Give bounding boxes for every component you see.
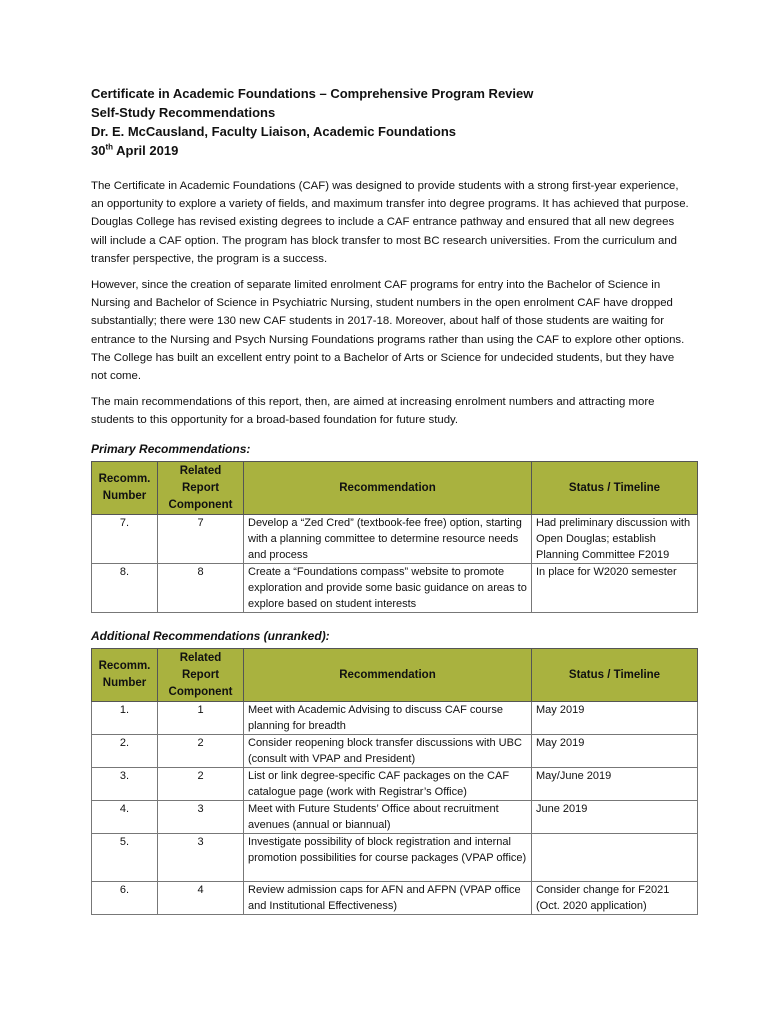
- recommendation-text: Develop a “Zed Cred” (textbook-fee free) option, starting with a planning committee to determine resource needs and process: [244, 515, 532, 564]
- table-row: [92, 702, 698, 735]
- recomm-number: 6.: [92, 882, 158, 915]
- status-timeline: June 2019: [532, 801, 698, 834]
- col-header-number: Recomm. Number: [92, 462, 158, 515]
- recommendation-text: List or link degree-specific CAF packages on the CAF catalogue page (work with Registrar’s Office): [244, 768, 532, 801]
- recommendation-text: Create a “Foundations compass” website to promote exploration and provide some basic guidance on areas to explore based on student interests: [244, 564, 532, 613]
- additional-recommendations-table: [91, 648, 698, 915]
- table-row: [92, 564, 698, 613]
- document-subtitle: Self-Study Recommendations: [91, 105, 276, 120]
- col-header-recommendation: Recommendation: [244, 462, 532, 515]
- col-header-recommendation: Recommendation: [244, 649, 532, 702]
- recommendation-text: Meet with Future Students’ Office about recruitment avenues (annual or biannual): [244, 801, 532, 834]
- report-component: 7: [158, 515, 244, 564]
- primary-section-title: Primary Recommendations:: [91, 442, 251, 456]
- document-date: [91, 141, 691, 160]
- table-header-row: [92, 462, 698, 515]
- status-timeline: May 2019: [532, 735, 698, 768]
- report-component: 1: [158, 702, 244, 735]
- recomm-number: 7.: [92, 515, 158, 564]
- document-title: Certificate in Academic Foundations – Comprehensive Program Review: [91, 86, 534, 101]
- intro-paragraph: The Certificate in Academic Foundations (CAF) was designed to provide students with a strong first-year experience, an opportunity to explore a variety of fields, and maximum transfer into degree programs. It has achieved that purpose. Douglas College has revised existing degrees to include a CAF entrance pathway and ensured that all new degrees will include a CAF option. The program has block transfer to most BC research universities. From the curriculum and transfer perspective, the program is a success.: [91, 180, 689, 265]
- summary-paragraph: The main recommendations of this report, then, are aimed at increasing enrolment numbers and attracting more students to this opportunity for a broad-based foundation for future study.: [91, 396, 655, 427]
- status-timeline: In place for W2020 semester: [532, 564, 698, 613]
- table-row: [92, 834, 698, 882]
- table-row: [92, 882, 698, 915]
- report-component: 8: [158, 564, 244, 613]
- recomm-number: 2.: [92, 735, 158, 768]
- table-row: [92, 515, 698, 564]
- date-rest: April 2019: [113, 143, 179, 158]
- date-day: 30: [91, 143, 106, 158]
- recommendation-text: Consider reopening block transfer discussions with UBC (consult with VPAP and President): [244, 735, 532, 768]
- date-suffix: th: [105, 142, 114, 152]
- primary-recommendations-table: [91, 461, 698, 613]
- col-header-number: Recomm. Number: [92, 649, 158, 702]
- additional-section-title: Additional Recommendations (unranked):: [91, 629, 330, 643]
- document-header: [91, 84, 691, 160]
- report-component: 3: [158, 834, 244, 882]
- recomm-number: 5.: [92, 834, 158, 882]
- col-header-status: Status / Timeline: [532, 649, 698, 702]
- recomm-number: 1.: [92, 702, 158, 735]
- status-timeline: [532, 834, 698, 882]
- recomm-number: 4.: [92, 801, 158, 834]
- recomm-number: 3.: [92, 768, 158, 801]
- table-header-row: [92, 649, 698, 702]
- status-timeline: May 2019: [532, 702, 698, 735]
- recomm-number: 8.: [92, 564, 158, 613]
- status-timeline: Had preliminary discussion with Open Douglas; establish Planning Committee F2019: [532, 515, 698, 564]
- col-header-component: Related Report Component: [158, 462, 244, 515]
- recommendation-text: Review admission caps for AFN and AFPN (VPAP office and Institutional Effectiveness): [244, 882, 532, 915]
- status-timeline: Consider change for F2021 (Oct. 2020 application): [532, 882, 698, 915]
- report-component: 3: [158, 801, 244, 834]
- status-timeline: May/June 2019: [532, 768, 698, 801]
- document-author: Dr. E. McCausland, Faculty Liaison, Academic Foundations: [91, 124, 457, 139]
- report-component: 2: [158, 768, 244, 801]
- col-header-status: Status / Timeline: [532, 462, 698, 515]
- col-header-component: Related Report Component: [158, 649, 244, 702]
- table-row: [92, 735, 698, 768]
- report-component: 4: [158, 882, 244, 915]
- recommendation-text: Meet with Academic Advising to discuss CAF course planning for breadth: [244, 702, 532, 735]
- recommendation-text: Investigate possibility of block registration and internal promotion possibilities for course packages (VPAP office): [244, 834, 532, 882]
- report-component: 2: [158, 735, 244, 768]
- table-row: [92, 801, 698, 834]
- enrolment-paragraph: However, since the creation of separate limited enrolment CAF programs for entry into the Bachelor of Science in Nursing and Bachelor of Science in Psychiatric Nursing, student numbers in the open enrolment CAF have dropped substantially; there were 130 new CAF students in 2017-18. Moreover, about half of those students are waiting for entrance to the Nursing and Psych Nursing Foundations programs rather than using the CAF to explore other options. The College has built an excellent entry point to a Bachelor of Arts or Science for undecided students, but they have not come.: [91, 279, 685, 383]
- table-row: [92, 768, 698, 801]
